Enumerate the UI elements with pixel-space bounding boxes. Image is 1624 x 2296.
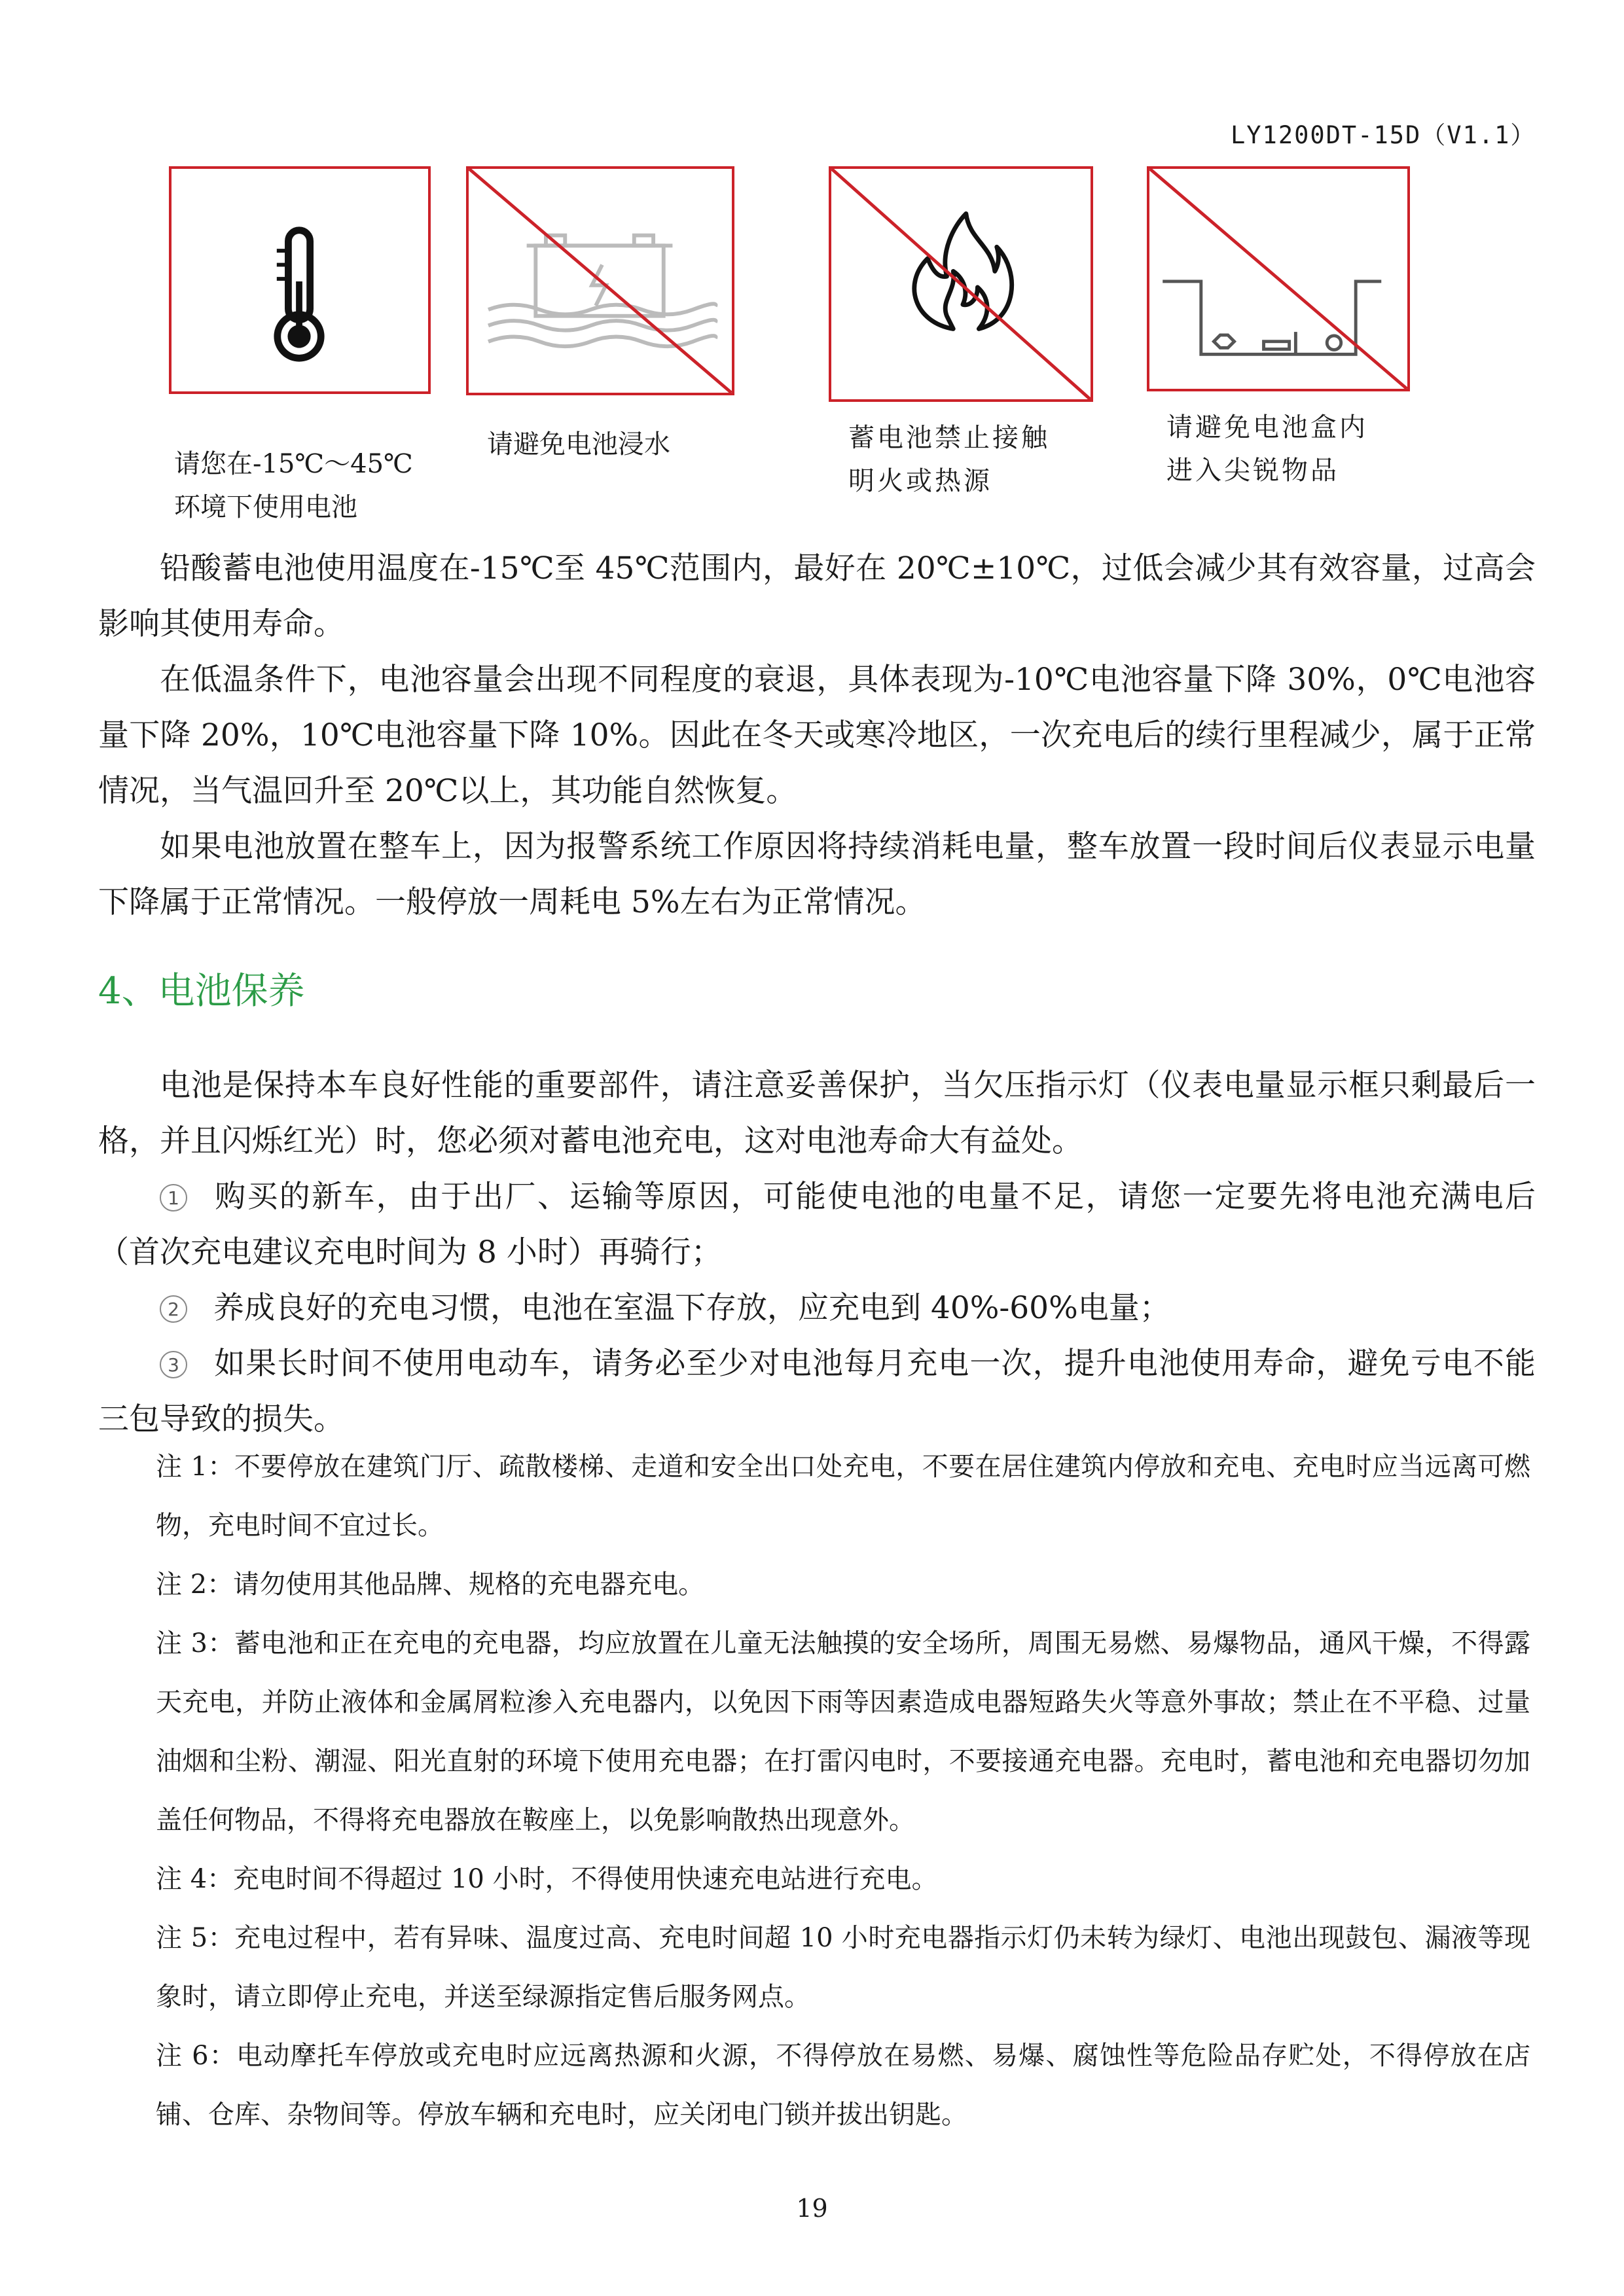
- sharp-objects-box-icon: [1149, 169, 1407, 389]
- circled-number-marker: 2: [160, 1295, 187, 1323]
- icon-caption-fire: 蓄电池禁止接触 明火或热源: [848, 423, 1050, 496]
- note: 注 1：不要停放在建筑门厅、疏散楼梯、走道和安全出口处充电，不要在居住建筑内停放和充电、充电时应当远离可燃物，充电时间不宜过长。: [156, 1452, 1530, 1541]
- notes-list: [156, 1437, 1530, 2144]
- note: 注 3：蓄电池和正在充电的充电器，均应放置在儿童无法触摸的安全场所，周围无易燃、易爆物品，通风干燥，不得露天充电，并防止液体和金属屑粒渗入充电器内，以免因下雨等因素造成电器短路失火等意外事故；禁止在不平稳、过量油烟和尘粉、潮湿、阳光直射的环境下使用充电器；在打雷闪电时，不要接通充电器。充电时，蓄电池和充电器切勿加盖任何物品，不得将充电器放在鞍座上，以免影响散热出现意外。: [156, 1628, 1530, 1835]
- list-item: 3 如果长时间不使用电动车，请务必至少对电池每月充电一次，提升电池使用寿命，避免亏电不能三包导致的损失。: [98, 1346, 1536, 1437]
- paragraph: 铅酸蓄电池使用温度在-15℃至 45℃范围内，最好在 20℃±10℃，过低会减少其有效容量，过高会影响其使用寿命。: [98, 550, 1536, 642]
- flame-icon: [831, 169, 1091, 399]
- section-heading: 4、电池保养: [98, 970, 305, 1013]
- paragraph: 在低温条件下，电池容量会出现不同程度的衰退，具体表现为-10℃电池容量下降 30%，0℃电池容量下降 20%，10℃电池容量下降 10%。因此在冬天或寒冷地区，一次充电后的续行里程减少，属于正常情况，当气温回升至 20℃以上，其功能自然恢复。: [98, 662, 1536, 809]
- note: 注 4：充电时间不得超过 10 小时，不得使用快速充电站进行充电。: [156, 1864, 938, 1894]
- thermometer-icon: [171, 169, 428, 391]
- battery-in-water-icon: [469, 169, 732, 393]
- battery-water-warning-box: [466, 166, 734, 395]
- thermometer-warning-box: [169, 166, 431, 394]
- document-code: LY1200DT-15D（V1.1）: [1231, 121, 1536, 149]
- temperature-section-text: [98, 541, 1536, 930]
- maintenance-section-text: [98, 1058, 1536, 1447]
- note: 注 6：电动摩托车停放或充电时应远离热源和火源，不得停放在易燃、易爆、腐蚀性等危险品存贮处，不得停放在店铺、仓库、杂物间等。停放车辆和充电时，应关闭电门锁并拔出钥匙。: [156, 2041, 1530, 2130]
- list-item: 1 购买的新车，由于出厂、运输等原因，可能使电池的电量不足，请您一定要先将电池充满电后（首次充电建议充电时间为 8 小时）再骑行；: [98, 1179, 1536, 1270]
- circled-number-marker: 1: [160, 1184, 187, 1211]
- circled-number-marker: 3: [160, 1351, 187, 1378]
- page-number: 19: [796, 2194, 828, 2223]
- paragraph: 电池是保持本车良好性能的重要部件，请注意妥善保护，当欠压指示灯（仪表电量显示框只剩最后一格，并且闪烁红光）时，您必须对蓄电池充电，这对电池寿命大有益处。: [98, 1067, 1536, 1159]
- sharp-objects-warning-box: [1147, 166, 1410, 391]
- flame-warning-box: [829, 166, 1093, 402]
- icon-caption-water: 请避免电池浸水: [487, 429, 670, 459]
- paragraph: 如果电池放置在整车上，因为报警系统工作原因将持续消耗电量，整车放置一段时间后仪表显示电量下降属于正常情况。一般停放一周耗电 5%左右为正常情况。: [98, 829, 1536, 920]
- note: 注 5：充电过程中，若有异味、温度过高、充电时间超 10 小时充电器指示灯仍未转为绿灯、电池出现鼓包、漏液等现象时，请立即停止充电，并送至绿源指定售后服务网点。: [156, 1923, 1530, 2012]
- icon-caption-temperature: 请您在-15℃～45℃ 环境下使用电池: [174, 449, 413, 522]
- list-item: 2 养成良好的充电习惯，电池在室温下存放，应充电到 40%-60%电量；: [98, 1280, 1536, 1336]
- icon-caption-sharp: 请避免电池盒内 进入尖锐物品: [1166, 412, 1368, 486]
- note: 注 2：请勿使用其他品牌、规格的充电器充电。: [156, 1570, 705, 1600]
